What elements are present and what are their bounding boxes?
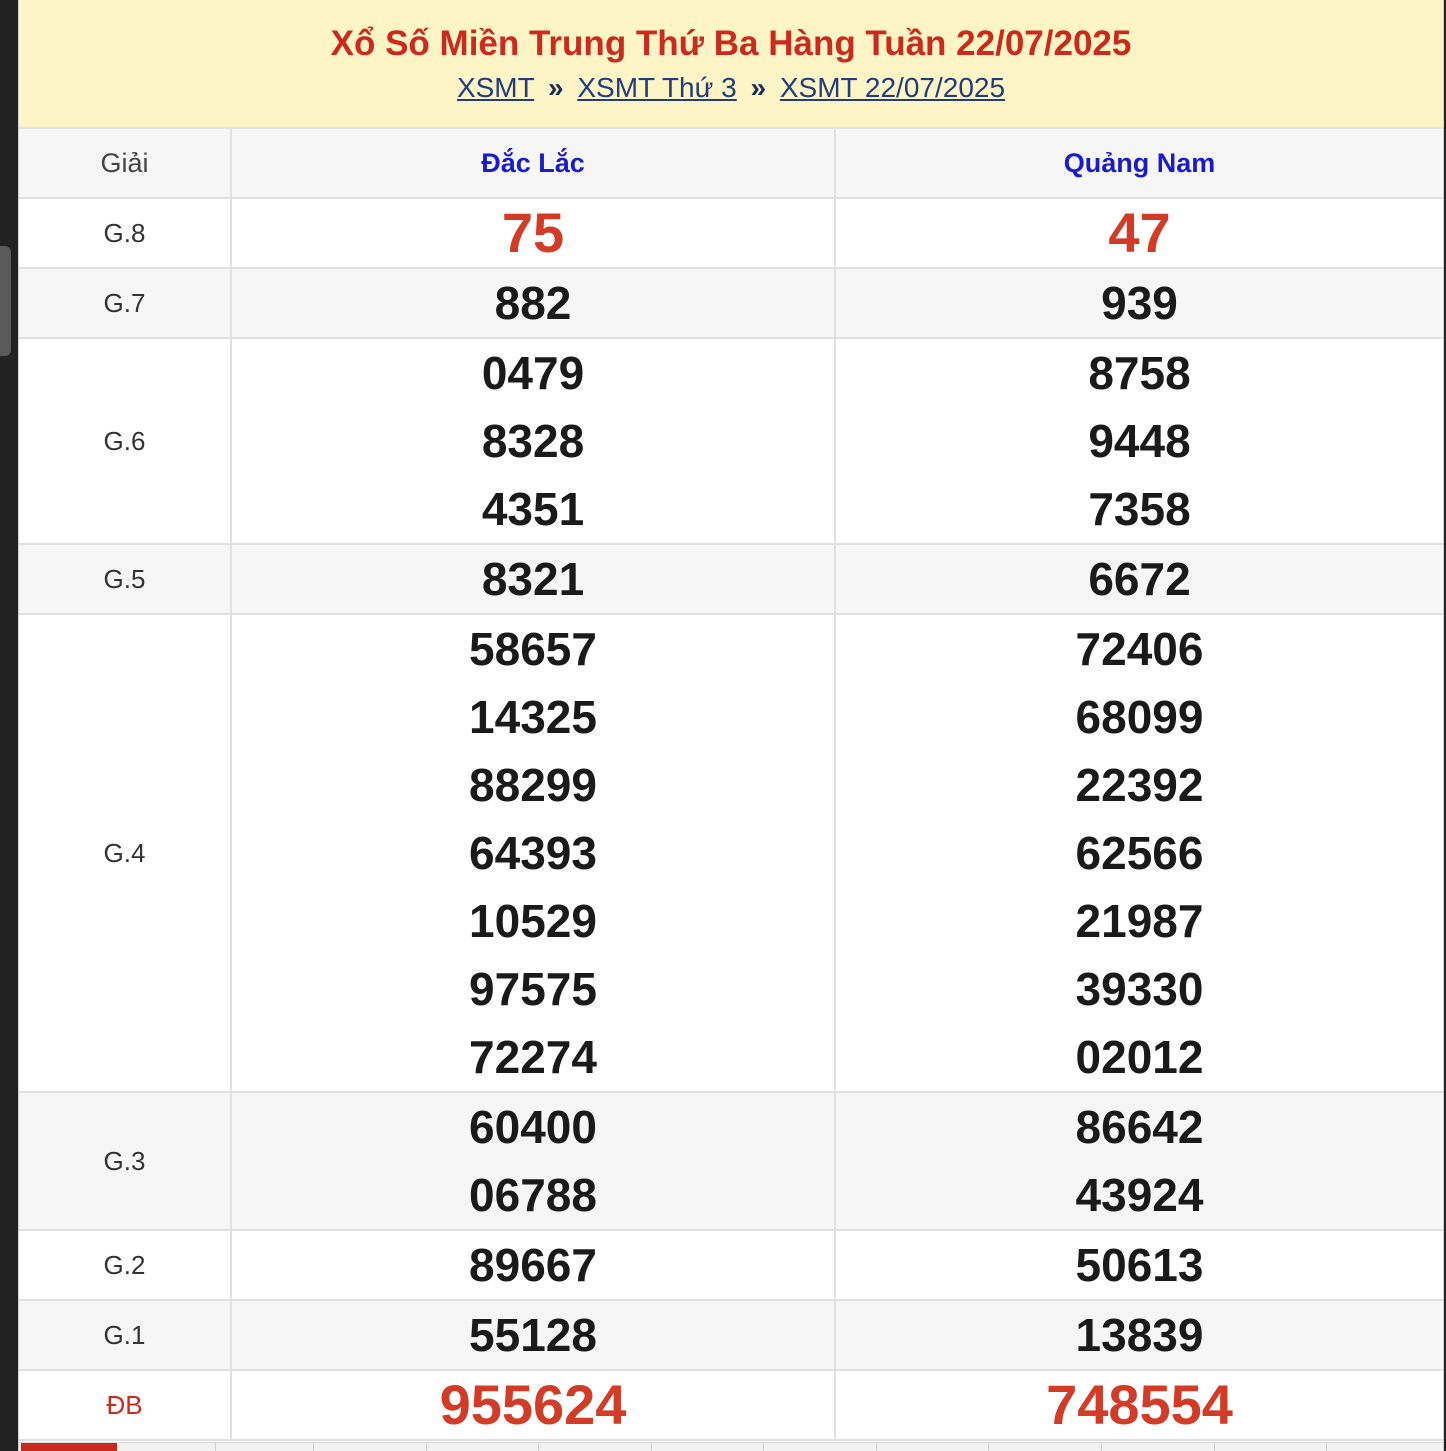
prize-cell-province-2: [835, 268, 1443, 338]
prize-number: 06788: [469, 1169, 597, 1221]
page-title: Xổ Số Miền Trung Thứ Ba Hàng Tuần 22/07/2025: [330, 24, 1132, 63]
prize-number: 13839: [1075, 1309, 1204, 1361]
prize-label: G.4: [19, 614, 231, 1092]
prize-cell-province-2: [835, 1300, 1443, 1370]
prize-label: G.6: [19, 338, 231, 544]
table-row: [19, 1230, 1443, 1300]
prize-label: G.8: [19, 198, 231, 268]
prize-cell-province-2: [835, 1230, 1443, 1300]
prize-number: 21987: [1075, 895, 1204, 947]
table-row: [19, 1092, 1443, 1230]
prize-number: 0479: [481, 347, 585, 399]
prize-number: 60400: [469, 1101, 597, 1153]
prize-number: 97575: [469, 963, 597, 1015]
table-row: [19, 198, 1443, 268]
prize-cell-province-1: [231, 198, 835, 268]
breadcrumb-link-xsmt-thu-3[interactable]: XSMT Thứ 3: [577, 72, 737, 103]
results-page: [18, 0, 1444, 1451]
prize-number: 43924: [1075, 1169, 1204, 1221]
column-header-province-1[interactable]: Đắc Lắc: [231, 129, 835, 198]
prize-label: G.5: [19, 544, 231, 614]
prize-cell-province-1: [231, 1230, 835, 1300]
prize-number: 72406: [1075, 623, 1204, 675]
prize-number: 955624: [439, 1373, 627, 1436]
prize-number: 89667: [469, 1239, 597, 1291]
breadcrumb-link-xsmt[interactable]: XSMT: [456, 72, 535, 103]
results-header: [19, 0, 1443, 129]
prize-number: 64393: [469, 827, 597, 879]
prize-cell-province-1: [231, 268, 835, 338]
prize-number: 7358: [1088, 483, 1191, 535]
table-row: [19, 338, 1443, 544]
prize-number: 39330: [1075, 963, 1204, 1015]
active-tab-indicator[interactable]: [21, 1443, 117, 1451]
prize-number: 88299: [469, 759, 597, 811]
column-header-province-2[interactable]: Quảng Nam: [835, 129, 1443, 198]
breadcrumb: [19, 72, 1443, 104]
prize-cell-province-1: [231, 1370, 835, 1440]
prize-number: 02012: [1075, 1031, 1204, 1083]
breadcrumb-link-xsmt-date[interactable]: XSMT 22/07/2025: [779, 72, 1006, 103]
table-row: [19, 268, 1443, 338]
prize-number: 47: [1108, 201, 1171, 264]
prize-cell-province-1: [231, 338, 835, 544]
table-header-row: [19, 129, 1443, 198]
prize-number: 58657: [469, 623, 597, 675]
prize-cell-province-2: [835, 1370, 1443, 1440]
prize-number: 55128: [469, 1309, 597, 1361]
prize-label: G.1: [19, 1300, 231, 1370]
prize-cell-province-2: [835, 1092, 1443, 1230]
prize-number: 882: [494, 277, 572, 329]
prize-number: 9448: [1088, 415, 1191, 467]
breadcrumb-separator: »: [548, 72, 564, 103]
prize-cell-province-2: [835, 614, 1443, 1092]
table-row: [19, 544, 1443, 614]
prize-cell-province-2: [835, 544, 1443, 614]
prize-cell-province-2: [835, 338, 1443, 544]
prize-number: 8321: [481, 553, 585, 605]
prize-label: G.3: [19, 1092, 231, 1230]
prize-number: 86642: [1075, 1101, 1204, 1153]
table-row: [19, 1300, 1443, 1370]
prize-cell-province-1: [231, 1092, 835, 1230]
prize-number: 68099: [1075, 691, 1204, 743]
prize-cell-province-1: [231, 544, 835, 614]
prize-number: 72274: [469, 1031, 597, 1083]
prize-cell-province-2: [835, 198, 1443, 268]
bottom-tab-strip: [19, 1442, 1443, 1451]
prize-number: 8758: [1088, 347, 1191, 399]
prize-number: 8328: [481, 415, 585, 467]
prize-number: 14325: [469, 691, 597, 743]
prize-cell-province-1: [231, 1300, 835, 1370]
prize-number: 62566: [1075, 827, 1204, 879]
prize-number: 10529: [469, 895, 597, 947]
column-header-prize: Giải: [19, 129, 231, 198]
prize-number: 939: [1101, 277, 1178, 329]
breadcrumb-separator: »: [750, 72, 767, 103]
prize-number: 50613: [1075, 1239, 1204, 1291]
prize-label: G.7: [19, 268, 231, 338]
results-table: [19, 129, 1443, 1441]
prize-number: 75: [501, 201, 565, 264]
prize-cell-province-1: [231, 614, 835, 1092]
prize-number: 748554: [1046, 1373, 1233, 1436]
table-row: [19, 614, 1443, 1092]
prize-number: 6672: [1088, 553, 1191, 605]
prize-number: 4351: [481, 483, 585, 535]
prize-number: 22392: [1075, 759, 1204, 811]
prize-label: ĐB: [19, 1370, 231, 1440]
table-row: [19, 1370, 1443, 1440]
prize-label: G.2: [19, 1230, 231, 1300]
window-scrollbar-thumb[interactable]: [0, 246, 11, 356]
